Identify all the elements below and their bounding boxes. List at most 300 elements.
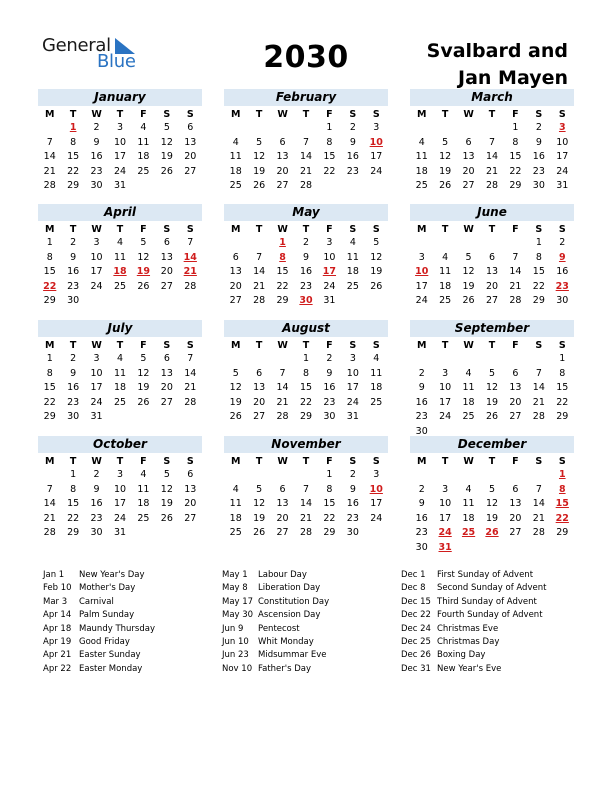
day-cell: 9	[93, 136, 100, 148]
holiday-row	[43, 649, 155, 662]
weekday-header: S	[349, 109, 357, 120]
day-cell: 30	[415, 541, 428, 553]
day-cell: 21	[299, 512, 313, 524]
day-cell: 8	[46, 251, 53, 263]
day-cell: 19	[439, 165, 452, 177]
day-cell: 12	[253, 498, 266, 509]
day-empty	[480, 352, 503, 367]
day-empty	[457, 352, 480, 367]
day-empty	[224, 468, 247, 483]
month-may	[224, 204, 388, 309]
month-june	[410, 204, 574, 309]
day-cell: 2	[418, 483, 425, 495]
day-empty	[224, 121, 247, 136]
month-day-grid	[38, 108, 202, 194]
day-cell: 30	[346, 527, 359, 538]
holiday-date: Jan 1	[43, 570, 65, 580]
day-cell: 3	[373, 122, 380, 133]
month-day-grid	[410, 223, 574, 309]
month-day-grid	[224, 455, 388, 541]
day-cell: 24	[439, 411, 452, 422]
day-cell: 28	[184, 396, 197, 408]
holiday-name: New Year's Day	[79, 570, 145, 580]
holiday-date: Jun 23	[222, 650, 249, 661]
day-cell: 6	[187, 469, 194, 480]
day-empty	[224, 352, 247, 367]
day-cell: 5	[163, 122, 170, 133]
weekday-header: W	[463, 224, 474, 235]
day-cell: 18	[113, 382, 127, 393]
day-cell: 2	[326, 353, 333, 364]
day-cell: 23	[346, 165, 359, 177]
month-title: April	[38, 204, 202, 221]
weekday-header: T	[488, 109, 496, 120]
day-cell: 31	[90, 411, 103, 422]
day-cell: 8	[302, 367, 310, 379]
day-cell: 31	[323, 295, 336, 306]
year-title: 2030	[263, 40, 349, 75]
weekday-header: T	[116, 456, 124, 467]
day-cell: 10	[90, 367, 103, 379]
month-title: July	[38, 320, 202, 337]
day-empty	[247, 236, 270, 251]
day-cell: 20	[184, 498, 197, 509]
weekday-header: W	[277, 456, 288, 467]
day-cell: 21	[276, 396, 289, 408]
day-cell: 19	[160, 498, 173, 509]
day-empty	[457, 236, 480, 251]
day-cell: 21	[299, 165, 313, 177]
day-cell: 3	[418, 251, 425, 263]
day-cell: 19	[485, 512, 499, 524]
day-cell: 31	[113, 180, 127, 191]
day-cell: 28	[43, 527, 56, 538]
day-cell: 11	[113, 367, 127, 379]
day-cell-holiday: 1	[279, 237, 286, 248]
weekday-header: T	[116, 109, 124, 120]
day-cell: 2	[418, 367, 425, 379]
day-cell: 28	[532, 411, 545, 422]
day-cell: 1	[559, 353, 566, 364]
month-day-grid	[410, 108, 574, 194]
month-day-grid	[410, 339, 574, 439]
day-cell-holiday: 18	[113, 266, 127, 277]
day-cell: 17	[415, 280, 428, 292]
day-cell: 5	[163, 469, 170, 480]
day-cell: 5	[232, 367, 239, 379]
day-cell: 19	[137, 382, 150, 393]
day-cell: 23	[415, 411, 428, 422]
weekday-header: T	[302, 340, 310, 351]
day-cell: 24	[90, 280, 103, 292]
day-cell: 1	[70, 469, 77, 480]
holiday-row	[401, 649, 546, 662]
day-cell: 16	[90, 151, 103, 162]
day-cell: 3	[349, 353, 356, 364]
day-cell: 7	[535, 483, 542, 495]
day-cell: 7	[187, 353, 194, 364]
holiday-row	[43, 623, 155, 636]
month-day-grid	[38, 455, 202, 541]
day-empty	[504, 236, 527, 251]
weekday-header: S	[372, 340, 380, 351]
weekday-header: S	[163, 224, 171, 235]
day-cell: 31	[556, 180, 569, 191]
day-cell: 7	[256, 251, 263, 263]
day-cell: 27	[276, 180, 289, 191]
weekday-header: W	[277, 340, 288, 351]
holiday-row	[222, 582, 329, 595]
weekday-header: W	[91, 340, 102, 351]
day-cell: 17	[439, 512, 452, 524]
weekday-header: S	[186, 224, 194, 235]
day-cell-holiday: 8	[279, 251, 286, 263]
day-cell: 6	[256, 367, 263, 379]
day-cell: 12	[370, 251, 383, 263]
day-cell: 5	[140, 237, 147, 248]
day-cell: 3	[442, 483, 449, 495]
day-cell: 16	[90, 498, 103, 509]
day-cell: 11	[137, 483, 150, 495]
day-cell: 6	[465, 136, 472, 148]
weekday-header: W	[463, 456, 474, 467]
day-cell: 22	[323, 512, 336, 524]
day-cell-holiday: 21	[183, 266, 197, 277]
day-cell: 1	[46, 353, 53, 364]
day-cell: 28	[485, 180, 499, 191]
day-cell: 16	[323, 382, 336, 393]
day-cell: 21	[43, 512, 56, 524]
day-cell: 26	[253, 527, 266, 538]
day-cell: 29	[299, 411, 313, 422]
day-empty	[410, 236, 433, 251]
day-cell: 12	[462, 266, 475, 277]
day-cell: 10	[439, 498, 452, 509]
day-cell: 22	[323, 165, 336, 177]
month-title: December	[410, 436, 574, 453]
day-cell-holiday: 31	[438, 541, 452, 553]
weekday-header: W	[277, 109, 288, 120]
day-cell: 1	[326, 469, 333, 480]
day-cell: 14	[485, 151, 499, 162]
day-cell: 12	[137, 367, 150, 379]
holiday-date: Apr 21	[43, 650, 72, 661]
day-cell: 25	[462, 411, 475, 422]
holiday-name: Christmas Day	[437, 636, 500, 647]
day-cell: 15	[509, 151, 522, 162]
day-empty	[527, 352, 550, 367]
day-cell: 13	[160, 367, 173, 379]
month-title: May	[224, 204, 388, 221]
holiday-date: Nov 10	[222, 663, 253, 674]
weekday-header: S	[349, 340, 357, 351]
day-cell: 18	[462, 396, 475, 408]
day-cell: 4	[418, 136, 425, 148]
day-cell: 14	[532, 382, 545, 393]
weekday-header: W	[277, 224, 288, 235]
day-empty	[410, 121, 433, 136]
day-cell: 5	[140, 353, 147, 364]
day-cell: 4	[116, 237, 124, 248]
holiday-row	[401, 582, 546, 595]
day-cell: 16	[346, 151, 359, 162]
day-cell: 23	[90, 512, 103, 524]
day-cell-holiday: 23	[555, 280, 569, 292]
day-cell-holiday: 1	[558, 469, 566, 480]
holiday-name: Easter Sunday	[79, 650, 141, 661]
weekday-header: M	[230, 109, 241, 120]
day-empty	[247, 121, 270, 136]
day-empty	[410, 468, 433, 483]
day-cell: 20	[509, 512, 522, 524]
day-cell: 26	[485, 411, 499, 422]
day-cell: 16	[67, 382, 80, 393]
month-october	[38, 436, 202, 541]
day-cell: 19	[462, 280, 475, 292]
day-cell-holiday: 22	[555, 512, 569, 524]
day-cell: 22	[276, 280, 289, 292]
day-cell: 7	[488, 136, 496, 148]
day-cell: 3	[93, 237, 100, 248]
weekday-header: T	[441, 109, 449, 120]
day-cell: 2	[349, 469, 356, 480]
day-cell: 22	[299, 396, 313, 408]
day-cell: 18	[370, 382, 383, 393]
holiday-column	[401, 569, 546, 676]
weekday-header: S	[372, 456, 380, 467]
holiday-name: Labour Day	[258, 570, 307, 580]
day-cell-holiday: 25	[461, 527, 476, 538]
day-cell: 21	[532, 396, 545, 408]
day-cell: 16	[346, 498, 359, 509]
month-title: November	[224, 436, 388, 453]
day-cell: 3	[116, 469, 124, 480]
weekday-header: S	[535, 456, 543, 467]
day-empty	[294, 468, 317, 483]
day-cell: 28	[299, 527, 313, 538]
day-cell: 29	[556, 527, 569, 538]
day-cell: 24	[346, 396, 359, 408]
month-title: August	[224, 320, 388, 337]
weekday-header: M	[416, 340, 427, 351]
weekday-header: F	[326, 224, 333, 235]
holiday-date: Dec 31	[401, 663, 431, 674]
holiday-column	[43, 569, 155, 676]
weekday-header: S	[372, 109, 380, 120]
day-cell: 23	[415, 527, 428, 538]
month-title: February	[224, 89, 388, 106]
day-cell: 8	[326, 136, 333, 148]
holiday-row	[401, 569, 546, 582]
day-cell: 14	[509, 266, 522, 277]
day-cell: 11	[462, 382, 475, 393]
holiday-date: Apr 14	[43, 610, 72, 621]
day-cell: 12	[229, 382, 242, 393]
day-cell: 9	[418, 382, 425, 393]
holiday-name: Mother's Day	[79, 583, 136, 594]
weekday-header: S	[558, 224, 566, 235]
day-cell: 2	[559, 237, 566, 248]
weekday-header: T	[69, 340, 77, 351]
day-cell: 14	[184, 367, 197, 379]
day-cell: 4	[140, 469, 147, 480]
day-cell: 23	[67, 280, 80, 292]
day-cell: 19	[229, 396, 242, 408]
day-cell: 8	[70, 483, 77, 495]
day-cell: 13	[485, 266, 499, 277]
day-cell: 14	[253, 266, 266, 277]
day-empty	[433, 352, 456, 367]
day-cell: 15	[276, 266, 289, 277]
day-cell: 27	[160, 280, 173, 292]
day-empty	[38, 121, 61, 136]
day-cell: 4	[232, 483, 239, 495]
day-cell: 4	[140, 122, 147, 133]
holiday-row	[222, 623, 329, 636]
holiday-name: Maundy Thursday	[79, 623, 155, 634]
day-empty	[247, 468, 270, 483]
day-cell: 6	[512, 483, 519, 495]
holiday-row	[401, 609, 546, 622]
holiday-date: Dec 25	[401, 636, 431, 647]
day-cell: 1	[512, 122, 519, 133]
day-cell: 29	[276, 295, 289, 306]
weekday-header: T	[441, 456, 449, 467]
day-cell: 12	[485, 382, 499, 393]
day-cell: 19	[253, 512, 266, 524]
weekday-header: S	[163, 456, 171, 467]
day-cell: 4	[465, 367, 472, 379]
month-title: March	[410, 89, 574, 106]
day-cell: 28	[276, 411, 289, 422]
day-cell: 9	[418, 498, 425, 509]
day-cell: 8	[559, 367, 566, 379]
day-cell: 23	[346, 512, 359, 524]
day-cell: 23	[532, 165, 545, 177]
day-cell: 18	[346, 266, 359, 277]
day-empty	[433, 121, 456, 136]
logo-text-blue: Blue	[97, 51, 136, 72]
weekday-header: M	[44, 456, 55, 467]
day-cell: 21	[43, 165, 56, 177]
day-cell: 12	[439, 151, 452, 162]
day-cell: 29	[323, 527, 336, 538]
day-cell: 13	[253, 382, 266, 393]
day-cell: 18	[462, 512, 475, 524]
day-cell: 30	[323, 411, 336, 422]
holiday-name: Pentecost	[258, 623, 300, 634]
day-cell: 11	[370, 367, 383, 379]
holiday-name: Whit Monday	[258, 636, 314, 647]
day-empty	[38, 468, 61, 483]
day-cell-holiday: 3	[558, 122, 566, 133]
day-cell: 18	[439, 280, 452, 292]
day-cell-holiday: 24	[438, 527, 452, 538]
day-cell: 22	[509, 165, 522, 177]
month-title: October	[38, 436, 202, 453]
weekday-header: T	[441, 224, 449, 235]
day-cell: 29	[67, 180, 80, 191]
day-cell: 12	[160, 483, 173, 495]
day-cell: 5	[373, 237, 380, 248]
holiday-date: Apr 22	[43, 663, 72, 674]
day-cell: 29	[532, 295, 545, 306]
month-day-grid	[38, 339, 202, 425]
day-cell: 3	[116, 122, 124, 133]
weekday-header: M	[44, 340, 55, 351]
day-cell: 6	[163, 353, 170, 364]
day-cell: 28	[184, 280, 197, 292]
day-cell: 11	[229, 498, 242, 509]
day-cell: 11	[137, 136, 150, 148]
day-cell: 4	[465, 483, 472, 495]
day-cell: 8	[70, 136, 77, 148]
weekday-header: F	[512, 340, 519, 351]
holiday-name: Ascension Day	[258, 610, 321, 621]
day-cell: 3	[373, 469, 380, 480]
day-empty	[527, 468, 550, 483]
day-cell: 20	[229, 280, 242, 292]
day-cell: 29	[43, 411, 56, 422]
weekday-header: F	[326, 456, 333, 467]
day-cell: 15	[67, 151, 80, 162]
day-cell: 14	[43, 498, 56, 509]
day-cell: 15	[299, 382, 313, 393]
day-cell: 8	[535, 251, 542, 263]
day-cell: 12	[253, 151, 266, 162]
day-cell: 17	[370, 498, 383, 509]
day-cell: 20	[160, 266, 173, 277]
day-cell: 13	[184, 483, 197, 495]
weekday-header: S	[558, 456, 566, 467]
weekday-header: F	[512, 456, 519, 467]
day-cell: 24	[556, 165, 569, 177]
day-cell: 20	[509, 396, 522, 408]
day-cell-holiday: 1	[69, 122, 77, 133]
day-cell: 20	[184, 151, 197, 162]
day-cell: 7	[279, 367, 286, 379]
holiday-name: Liberation Day	[258, 583, 321, 594]
holiday-name: Midsummar Eve	[258, 650, 327, 661]
day-cell: 23	[299, 280, 313, 292]
day-cell: 14	[532, 498, 545, 509]
day-cell: 22	[67, 512, 80, 524]
day-cell: 29	[556, 411, 569, 422]
holiday-row	[222, 636, 329, 649]
holiday-name: Second Sunday of Advent	[437, 583, 547, 594]
day-cell: 25	[137, 512, 150, 524]
day-cell: 15	[532, 266, 545, 277]
weekday-header: F	[512, 224, 519, 235]
day-cell: 22	[556, 396, 569, 408]
holiday-date: Dec 15	[401, 596, 431, 607]
day-cell: 29	[43, 295, 56, 306]
day-cell: 21	[184, 382, 197, 393]
day-cell: 11	[113, 251, 127, 263]
weekday-header: F	[140, 340, 147, 351]
day-cell: 23	[67, 396, 80, 408]
weekday-header: T	[488, 340, 496, 351]
weekday-header: F	[326, 109, 333, 120]
day-cell: 15	[43, 382, 56, 393]
day-cell: 7	[302, 483, 310, 495]
day-cell: 28	[299, 180, 313, 191]
day-cell: 16	[67, 266, 80, 277]
day-cell: 2	[535, 122, 542, 133]
day-cell: 7	[302, 136, 310, 148]
day-cell-holiday: 22	[43, 280, 57, 292]
day-cell: 11	[439, 266, 452, 277]
